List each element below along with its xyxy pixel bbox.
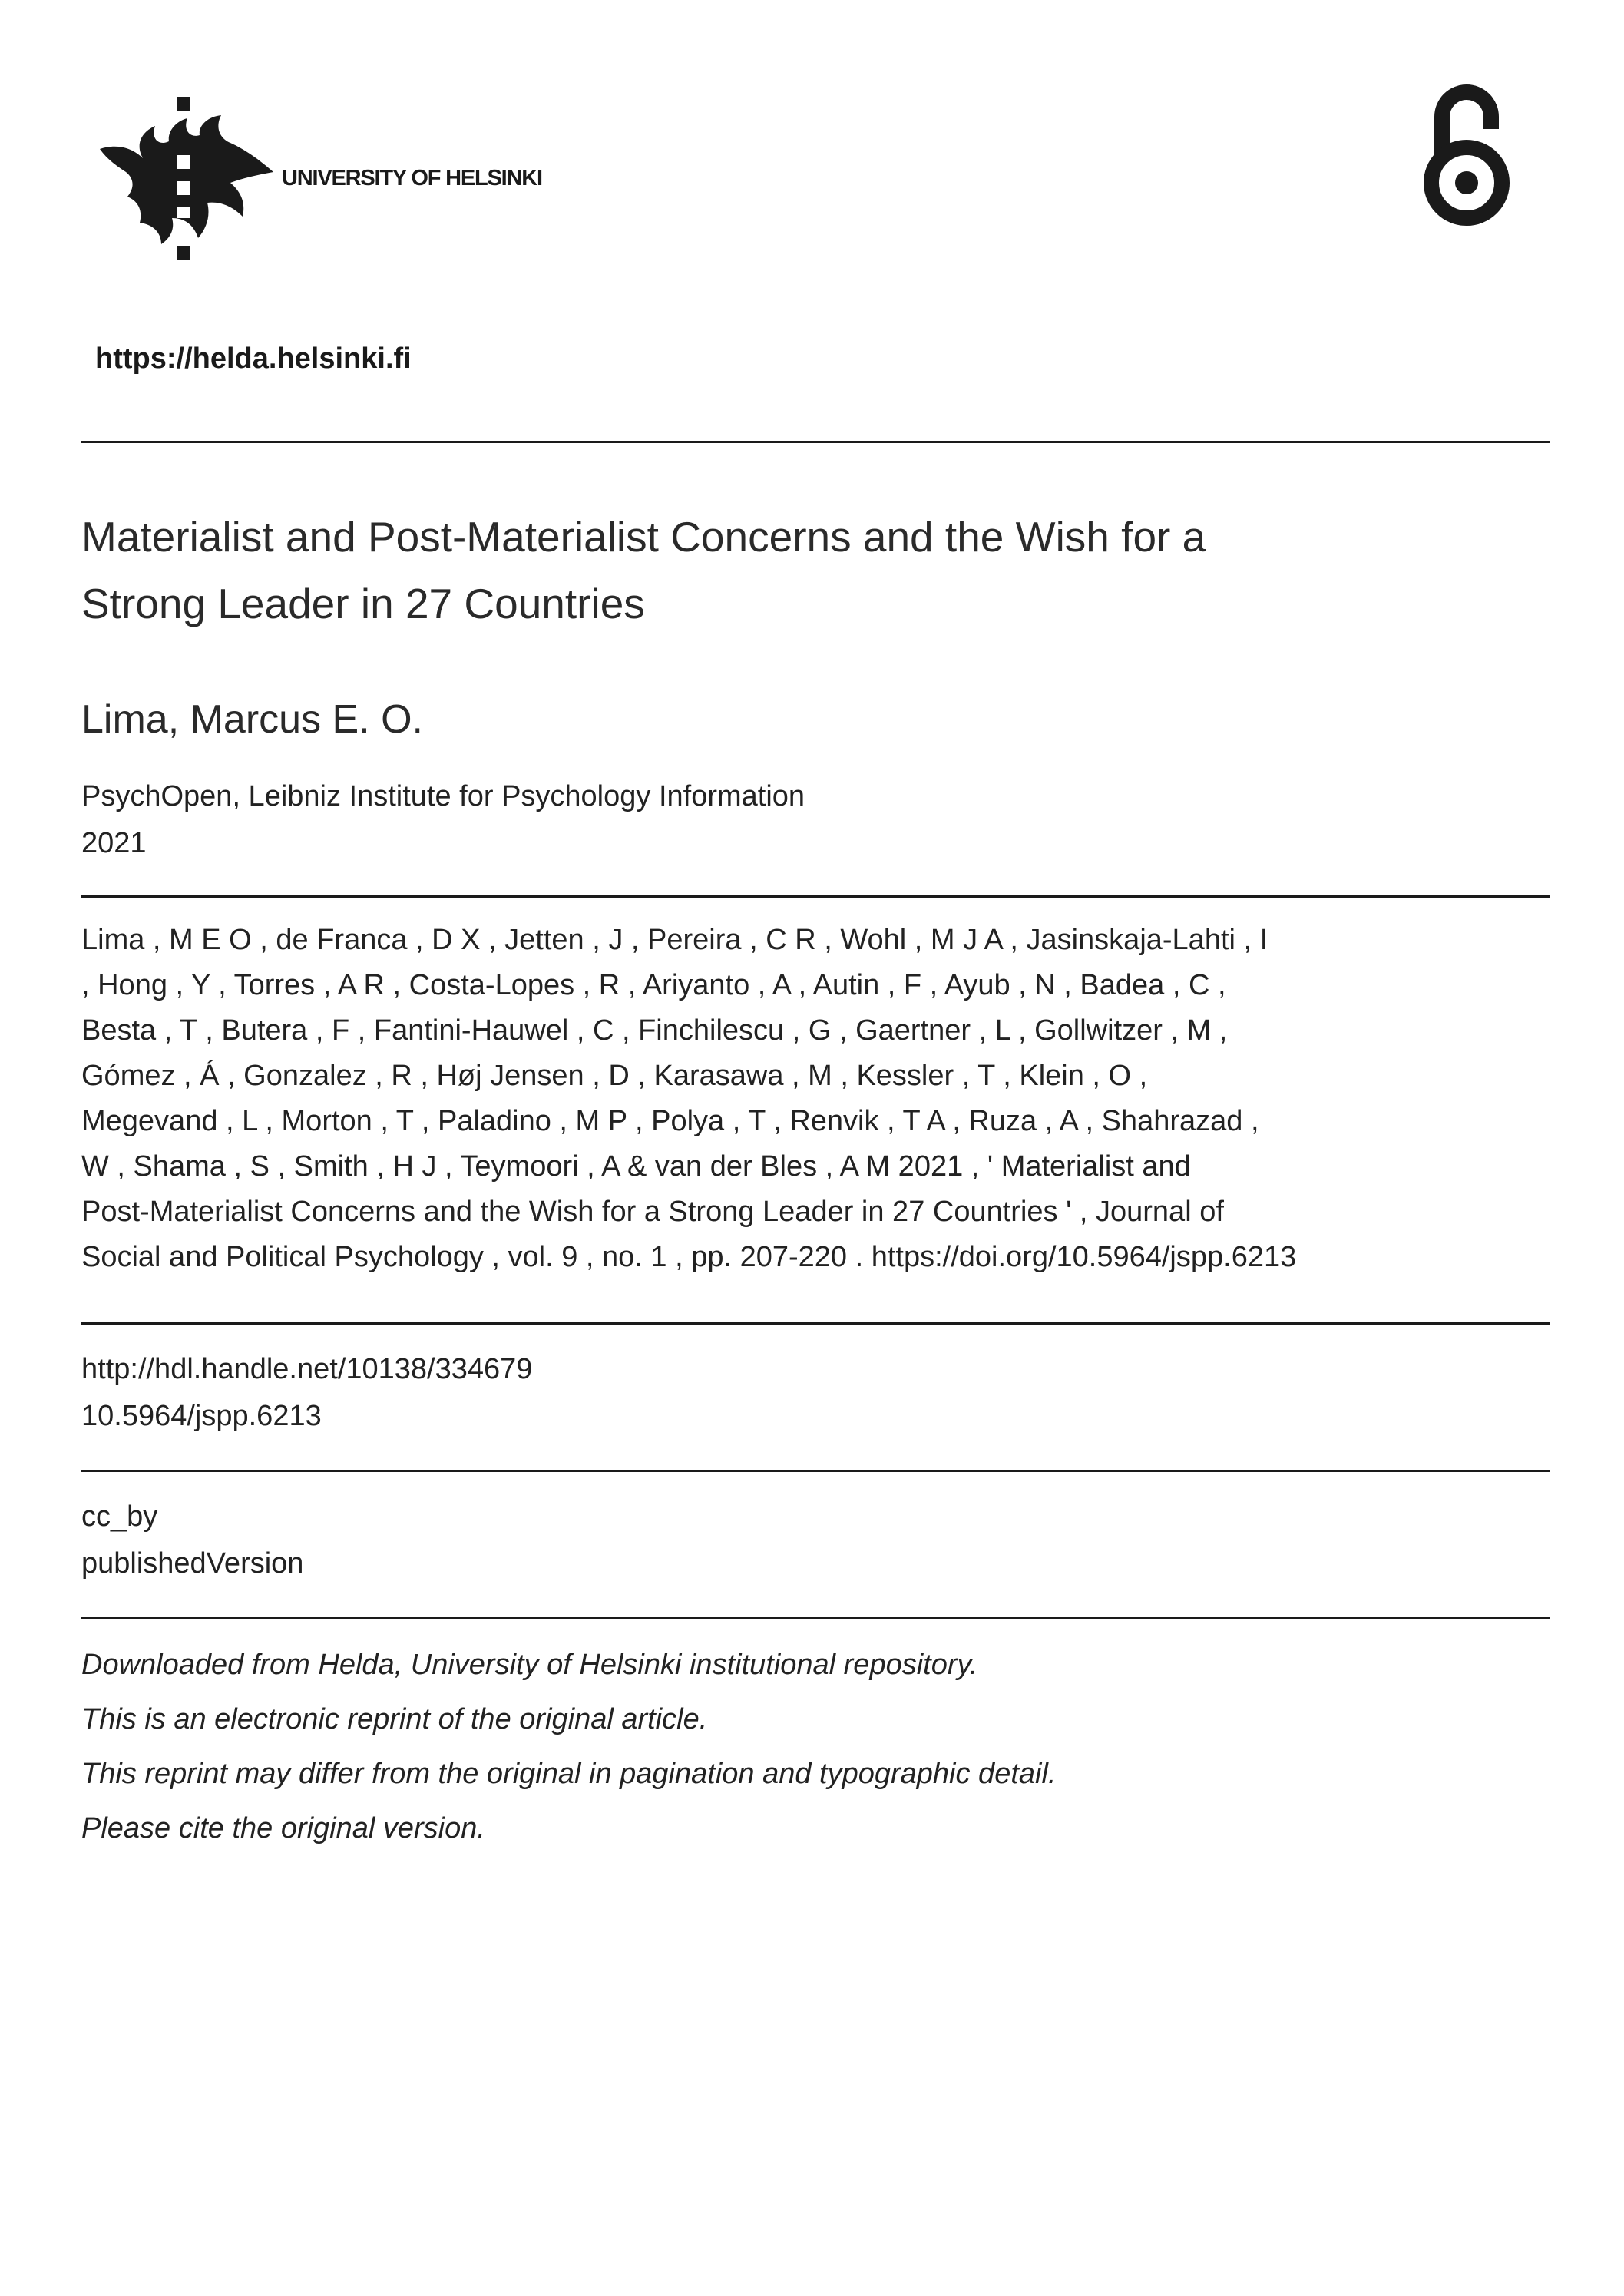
citation-line: Gómez , Á , Gonzalez , R , Høj Jensen , D , Karasawa , M , Kessler , T , Klein , O , — [81, 1060, 1148, 1092]
publication-year: 2021 — [81, 827, 147, 859]
citation-line: , Hong , Y , Torres , A R , Costa-Lopes , R , Ariyanto , A , Autin , F , Ayub , N , Badea , C , — [81, 969, 1226, 1001]
helsinki-flame-icon — [95, 95, 279, 264]
disclaimer-line: This reprint may differ from the original in pagination and typographic detail. — [81, 1758, 1057, 1790]
citation-line: Lima , M E O , de Franca , D X , Jetten , J , Pereira , C R , Wohl , M J A , Jasinskaja-Lahti , I — [81, 924, 1268, 956]
disclaimer-line: Please cite the original version. — [81, 1812, 485, 1844]
divider — [81, 1617, 1550, 1619]
divider — [81, 1470, 1550, 1472]
article-title — [81, 504, 1387, 637]
title-line: Strong Leader in 27 Countries — [81, 580, 645, 627]
handle-link[interactable]: http://hdl.handle.net/10138/334679 — [81, 1353, 533, 1385]
repository-link[interactable]: https://helda.helsinki.fi — [95, 342, 412, 375]
open-access-lock-icon — [1419, 80, 1514, 230]
title-line: Materialist and Post-Materialist Concerns and the Wish for a — [81, 513, 1206, 561]
citation-line: Post-Materialist Concerns and the Wish for a Strong Leader in 27 Countries ' , Journal of — [81, 1196, 1224, 1228]
version: publishedVersion — [81, 1547, 304, 1580]
doi: 10.5964/jspp.6213 — [81, 1400, 322, 1432]
citation-line: W , Shama , S , Smith , H J , Teymoori , A & van der Bles , A M 2021 , ' Materialist and — [81, 1150, 1191, 1183]
divider — [81, 895, 1550, 898]
license: cc_by — [81, 1500, 158, 1533]
disclaimer-line: Downloaded from Helda, University of Helsinki institutional repository. — [81, 1649, 978, 1681]
publisher: PsychOpen, Leibniz Institute for Psychology Information — [81, 780, 805, 812]
citation-line: Megevand , L , Morton , T , Paladino , M P , Polya , T , Renvik , T A , Ruza , A , Shahrazad , — [81, 1105, 1259, 1137]
citation-line: Social and Political Psychology , vol. 9 , no. 1 , pp. 207-220 . https://doi.org/10.5964/jspp.6213 — [81, 1241, 1297, 1273]
institution-name: UNIVERSITY OF HELSINKI — [282, 166, 542, 190]
divider — [81, 1322, 1550, 1325]
citation-line: Besta , T , Butera , F , Fantini-Hauwel , C , Finchilescu , G , Gaertner , L , Gollwitzer , M , — [81, 1014, 1228, 1047]
citation-block — [81, 918, 1510, 1280]
author-name: Lima, Marcus E. O. — [81, 697, 423, 742]
divider — [81, 441, 1550, 443]
disclaimer-line: This is an electronic reprint of the original article. — [81, 1703, 708, 1735]
